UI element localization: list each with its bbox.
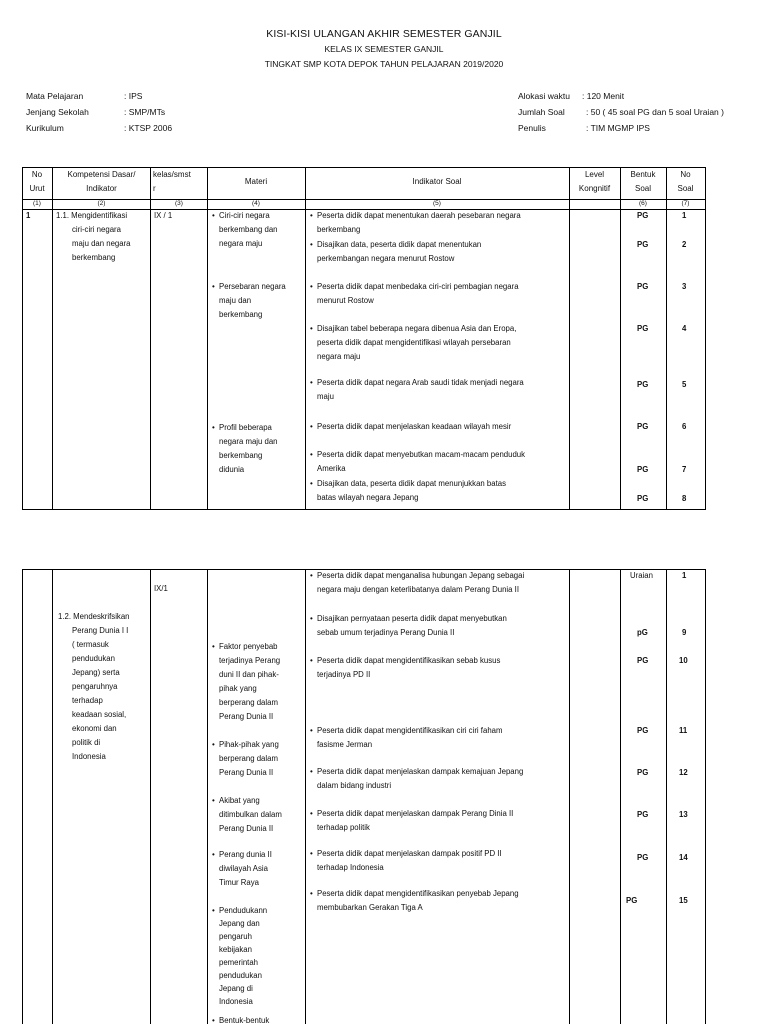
- indikator-item: [317, 477, 506, 505]
- header-text: r: [153, 184, 156, 193]
- indikator-text: batas wilayah negara Jepang: [317, 493, 419, 502]
- materi-text: kebijakan: [219, 945, 252, 954]
- materi-text: • Ciri-ciri negara: [219, 211, 270, 220]
- meta-label: Penulis: [518, 123, 546, 133]
- nosoal-cell: 8: [682, 494, 687, 503]
- materi-text: • Akibat yang: [219, 796, 260, 805]
- meta-value: : 50 ( 45 soal PG dan 5 soal Uraian ): [586, 107, 724, 117]
- indikator-text: fasisme Jerman: [317, 740, 373, 749]
- col-number: (1): [33, 200, 41, 207]
- kd-text: maju dan negara: [72, 239, 131, 248]
- materi-text: Perang Dunia II: [219, 712, 274, 721]
- header-kd: [53, 168, 150, 196]
- nosoal-cell: 15: [679, 896, 688, 905]
- bentuk-cell: Uraian: [630, 571, 653, 580]
- indikator-text: • Peserta didik dapat mengidentifikasikan ciri ciri faham: [317, 726, 503, 735]
- indikator-item: [317, 569, 524, 597]
- bentuk-cell: PG: [637, 240, 649, 249]
- indikator-text: • Peserta didik dapat menentukan daerah pesebaran negara: [317, 211, 521, 220]
- indikator-text: • Disajikan data, peserta didik dapat menentukan: [317, 240, 482, 249]
- indikator-item: [317, 612, 507, 640]
- document-subtitle: KELAS IX SEMESTER GANJIL: [324, 44, 444, 54]
- materi-text: • Pendudukann: [219, 906, 268, 915]
- header-text: No: [680, 170, 691, 179]
- materi-text: maju dan: [219, 296, 252, 305]
- indikator-item: [317, 376, 524, 404]
- bentuk-cell: PG: [637, 656, 649, 665]
- kd-text: 1.2. Mendeskrifsikan: [58, 612, 130, 621]
- indikator-text: • Peserta didik dapat menbedaka ciri-ciri pembagian negara: [317, 282, 519, 291]
- meta-label: Jumlah Soal: [518, 107, 565, 117]
- indikator-item: [317, 209, 521, 237]
- indikator-text: terjadinya PD II: [317, 670, 371, 679]
- materi-text: Jepang di: [219, 984, 253, 993]
- kd-text: berkembang: [72, 253, 116, 262]
- header-materi: Materi: [244, 177, 268, 186]
- materi-item: [219, 1014, 269, 1028]
- materi-text: • Persebaran negara: [219, 282, 286, 291]
- meta-value: : IPS: [124, 91, 143, 101]
- header-indikator: Indikator Soal: [412, 177, 462, 186]
- materi-text: didunia: [219, 465, 245, 474]
- materi-text: duni II dan pihak-: [219, 670, 279, 679]
- header-nosoal: [666, 168, 705, 196]
- header-text: Kongnitif: [578, 184, 611, 193]
- kd-text: politik di: [72, 738, 101, 747]
- header-text: kelas/smst: [153, 170, 191, 179]
- materi-text: • Bentuk-bentuk: [219, 1016, 270, 1025]
- materi-item: [219, 794, 282, 836]
- indikator-text: maju: [317, 392, 334, 401]
- materi-text: berperang dalam: [219, 754, 278, 763]
- materi-text: pengaruh: [219, 932, 252, 941]
- indikator-text: terhadap politik: [317, 823, 370, 832]
- bentuk-cell: PG: [637, 380, 649, 389]
- meta-value: : KTSP 2006: [124, 123, 173, 133]
- indikator-item: [317, 887, 519, 915]
- indikator-text: dalam bidang industri: [317, 781, 392, 790]
- nosoal-cell: 5: [682, 380, 687, 389]
- col-number: (6): [639, 200, 647, 207]
- materi-text: diwilayah Asia: [219, 864, 268, 873]
- kd-text: ( termasuk: [72, 640, 109, 649]
- indikator-text: • Peserta didik dapat menjelaskan dampak Perang Dinia II: [317, 809, 514, 818]
- kd-text: ekonomi dan: [72, 724, 117, 733]
- meta-label: Alokasi waktu: [518, 91, 570, 101]
- materi-text: pihak yang: [219, 684, 257, 693]
- header-text: No: [31, 170, 43, 179]
- col-number: (5): [433, 200, 441, 207]
- materi-text: negara maju dan: [219, 437, 278, 446]
- header-text: Bentuk: [630, 170, 656, 179]
- indikator-item: [317, 847, 502, 875]
- meta-value: : 120 Menit: [582, 91, 625, 101]
- materi-item: [219, 209, 278, 251]
- indikator-item: [317, 807, 513, 835]
- materi-text: berkembang: [219, 310, 263, 319]
- nosoal-cell: 1: [682, 571, 687, 580]
- bentuk-cell: PG: [637, 726, 649, 735]
- bentuk-cell: PG: [637, 282, 649, 291]
- header-text: Kompetensi Dasar/: [67, 170, 136, 179]
- materi-text: ditimbulkan dalam: [219, 810, 282, 819]
- header-kelas: [153, 168, 207, 196]
- indikator-text: • Disajikan data, peserta didik dapat menunjukkan batas: [317, 479, 506, 488]
- kd-text: ciri-ciri negara: [72, 225, 121, 234]
- materi-item: [219, 421, 278, 477]
- meta-label: Mata Pelajaran: [26, 91, 84, 101]
- nosoal-cell: 14: [679, 853, 688, 862]
- kd-text: 1.1. Mengidentifikasi: [56, 211, 128, 220]
- materi-text: terjadinya Perang: [219, 656, 281, 665]
- materi-text: Perang Dunia II: [219, 768, 274, 777]
- indikator-item: [317, 420, 511, 434]
- col-number: (7): [681, 200, 690, 207]
- materi-text: pendudukan: [219, 971, 262, 980]
- meta-value: : TIM MGMP IPS: [586, 123, 650, 133]
- materi-text: negara maju: [219, 239, 263, 248]
- indikator-item: [317, 765, 523, 793]
- nosoal-cell: 11: [679, 726, 688, 735]
- materi-text: Jepang dan: [219, 919, 260, 928]
- nosoal-cell: 1: [682, 211, 687, 220]
- indikator-item: [317, 724, 502, 752]
- indikator-text: peserta didik dapat mengidentifikasi wilayah persebaran: [317, 338, 511, 347]
- kd-text: Indonesia: [72, 752, 106, 761]
- header-text: Indikator: [86, 184, 117, 193]
- nosoal-cell: 10: [679, 656, 688, 665]
- indikator-text: • Disajikan tabel beberapa negara dibenua Asia dan Eropa,: [317, 324, 517, 333]
- indikator-text: • Peserta didik dapat mengidentifikasikan sebab kusus: [317, 656, 501, 665]
- header-text: Urut: [29, 184, 45, 193]
- materi-text: • Perang dunia II: [219, 850, 272, 859]
- kd-text: keadaan sosial,: [72, 710, 127, 719]
- indikator-text: negara maju dengan keterlibatanya dalam Perang Dunia II: [317, 585, 519, 594]
- nosoal-cell: 4: [682, 324, 687, 333]
- materi-text: Timur Raya: [219, 878, 260, 887]
- meta-label: Kurikulum: [26, 123, 64, 133]
- indikator-text: menurut Rostow: [317, 296, 374, 305]
- nosoal-cell: 9: [682, 628, 687, 637]
- header-text: Soal: [634, 184, 651, 193]
- header-text: Soal: [677, 184, 694, 193]
- indikator-text: • Peserta didik dapat menjelaskan dampak positif PD II: [317, 849, 502, 858]
- indikator-item: [317, 280, 519, 308]
- bentuk-cell: PG: [637, 465, 649, 474]
- document-title: KISI-KISI ULANGAN AKHIR SEMESTER GANJIL: [266, 28, 502, 40]
- materi-text: berkembang: [219, 451, 263, 460]
- col-number: (3): [175, 200, 183, 207]
- indikator-text: perkembangan negara menurut Rostow: [317, 254, 455, 263]
- bentuk-cell: PG: [637, 768, 649, 777]
- materi-item: [219, 640, 280, 724]
- row-number: 1: [26, 211, 31, 220]
- materi-item: [219, 904, 267, 1008]
- kelas-cell: IX / 1: [154, 211, 173, 220]
- materi-text: pemerintah: [219, 958, 259, 967]
- materi-text: Perang Dunia II: [219, 824, 274, 833]
- kd-text: pendudukan: [72, 654, 115, 663]
- indikator-item: [317, 238, 481, 266]
- indikator-text: • Peserta didik dapat menjelaskan keadaan wilayah mesir: [317, 422, 512, 431]
- nosoal-cell: 2: [682, 240, 687, 249]
- nosoal-cell: 7: [682, 465, 687, 474]
- bentuk-cell: PG: [626, 896, 638, 905]
- materi-item: [219, 738, 279, 780]
- nosoal-cell: 12: [679, 768, 688, 777]
- kd-text: terhadap: [72, 696, 103, 705]
- nosoal-cell: 3: [682, 282, 687, 291]
- indikator-text: terhadap Indonesia: [317, 863, 384, 872]
- indikator-text: sebab umum terjadinya Perang Dunia II: [317, 628, 455, 637]
- col-number: (4): [252, 200, 260, 207]
- bentuk-cell: PG: [637, 810, 649, 819]
- bentuk-cell: PG: [637, 211, 649, 220]
- indikator-text: • Peserta didik dapat menjelaskan dampak kemajuan Jepang: [317, 767, 524, 776]
- document-subtitle-2: TINGKAT SMP KOTA DEPOK TAHUN PELAJARAN 2019/2020: [264, 59, 504, 69]
- bentuk-cell: PG: [637, 422, 649, 431]
- header-bentuk: [620, 168, 666, 196]
- materi-text: • Pihak-pihak yang: [219, 740, 279, 749]
- bentuk-cell: PG: [637, 324, 649, 333]
- nosoal-cell: 13: [679, 810, 688, 819]
- indikator-text: berkembang: [317, 225, 361, 234]
- bentuk-cell: PG: [637, 494, 649, 503]
- indikator-text: negara maju: [317, 352, 361, 361]
- materi-text: berperang dalam: [219, 698, 278, 707]
- indikator-text: • Peserta didik dapat menyebutkan macam-macam penduduk: [317, 450, 526, 459]
- materi-text: • Faktor penyebab: [219, 642, 278, 651]
- kd-text: pengaruhnya: [72, 682, 118, 691]
- meta-label: Jenjang Sekolah: [26, 107, 89, 117]
- header-level: [569, 168, 620, 196]
- materi-text: • Profil beberapa: [219, 423, 272, 432]
- materi-text: Indonesia: [219, 997, 253, 1006]
- indikator-text: • Peserta didik dapat menganalisa hubungan Jepang sebagai: [317, 571, 525, 580]
- indikator-text: membubarkan Gerakan Tiga A: [317, 903, 423, 912]
- indikator-item: [317, 322, 516, 364]
- indikator-text: • Peserta didik dapat negara Arab saudi tidak menjadi negara: [317, 378, 524, 387]
- header-text: Level: [584, 170, 605, 179]
- kd-text: Jepang) serta: [72, 668, 120, 677]
- bentuk-cell: pG: [637, 628, 648, 637]
- kelas-cell: IX/1: [154, 584, 168, 593]
- indikator-item: [317, 654, 500, 682]
- indikator-text: • Disajikan pernyataan peserta didik dapat menyebutkan: [317, 614, 507, 623]
- indikator-text: Amerika: [317, 464, 346, 473]
- header-no: [22, 168, 52, 196]
- materi-item: [219, 848, 272, 890]
- col-number: (2): [97, 200, 106, 207]
- indikator-text: • Peserta didik dapat mengidentifikasikan penyebab Jepang: [317, 889, 519, 898]
- nosoal-cell: 6: [682, 422, 687, 431]
- indikator-item: [317, 448, 525, 476]
- meta-value: : SMP/MTs: [124, 107, 166, 117]
- bentuk-cell: PG: [637, 853, 649, 862]
- kd-text: Perang Dunia I I: [72, 626, 129, 635]
- materi-item: [219, 280, 286, 322]
- materi-text: berkembang dan: [219, 225, 278, 234]
